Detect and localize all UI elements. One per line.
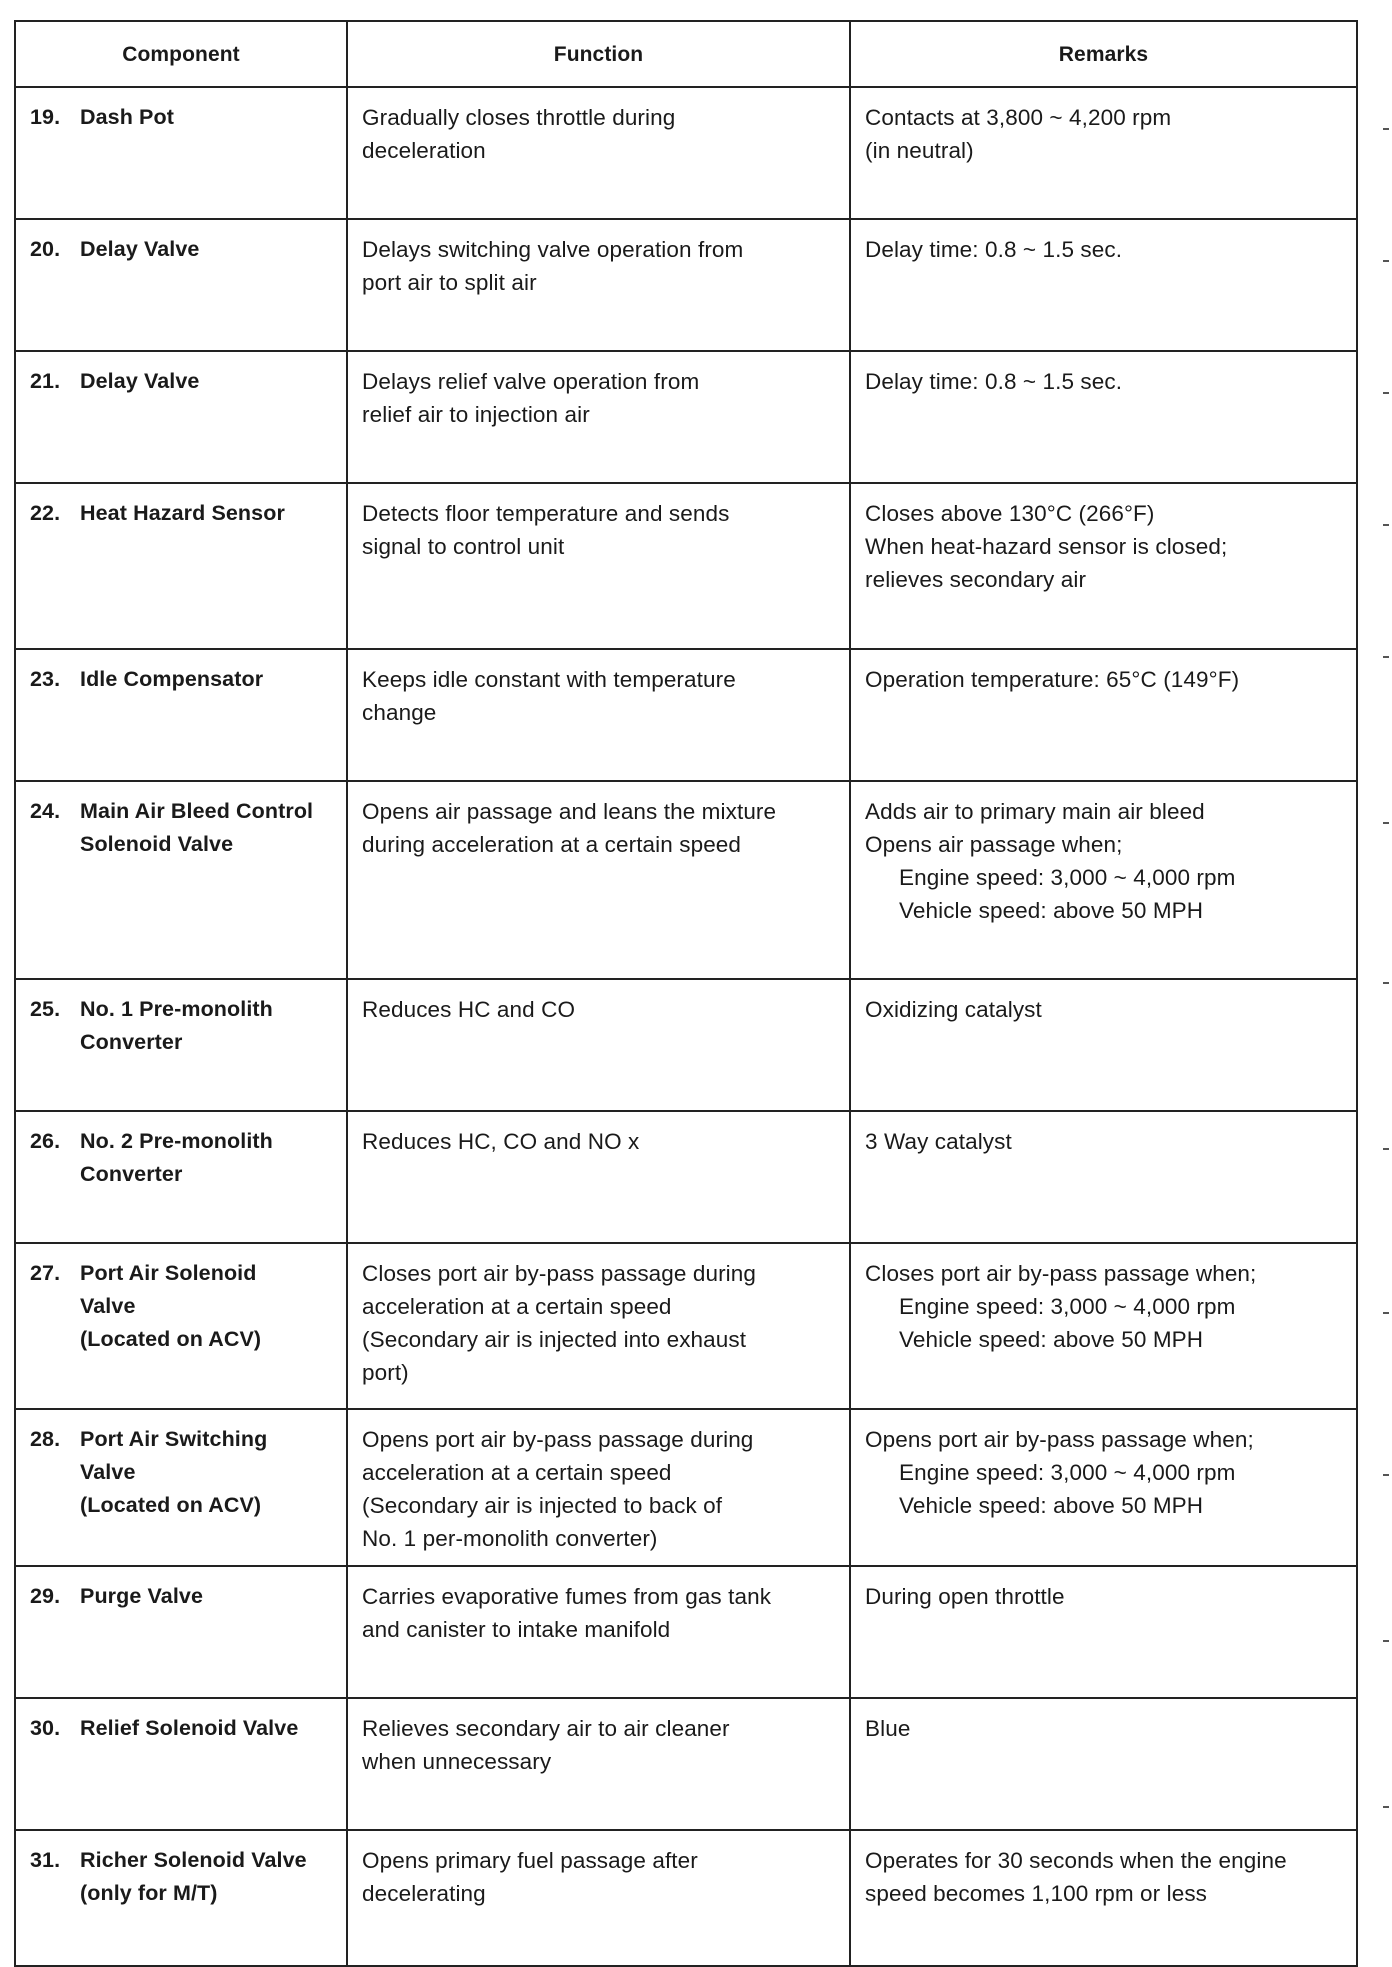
function-line: acceleration at a certain speed: [362, 1460, 672, 1485]
function-line: Delays relief valve operation from: [362, 369, 700, 394]
table-row: [15, 351, 1357, 483]
edge-mark: [1383, 1806, 1389, 1808]
function-line: deceleration: [362, 138, 486, 163]
function-line: Delays switching valve operation from: [362, 237, 744, 262]
component-cell: [15, 219, 347, 351]
table-row: [15, 1698, 1357, 1830]
function-line: Opens air passage and leans the mixture: [362, 799, 777, 824]
function-cell: [347, 1243, 850, 1409]
function-line: signal to control unit: [362, 534, 565, 559]
edge-mark: [1383, 1312, 1389, 1314]
function-line: Reduces HC, CO and NO x: [362, 1129, 640, 1154]
remarks-cell: [850, 483, 1357, 649]
table-row: [15, 483, 1357, 649]
function-line: Closes port air by-pass passage during: [362, 1261, 757, 1286]
component-name-line: Main Air Bleed Control: [80, 799, 314, 823]
component-name-line: Valve: [80, 1294, 136, 1318]
function-cell: [347, 219, 850, 351]
component-cell: [15, 351, 347, 483]
component-name-line: (Located on ACV): [80, 1327, 262, 1351]
header-function: Function: [347, 21, 850, 87]
remarks-line: Contacts at 3,800 ~ 4,200 rpm: [865, 105, 1172, 130]
item-number: 23.: [30, 667, 61, 691]
item-number: 30.: [30, 1716, 61, 1740]
remarks-cell: [850, 219, 1357, 351]
component-name-line: Heat Hazard Sensor: [80, 501, 285, 525]
remarks-line: Vehicle speed: above 50 MPH: [899, 1493, 1204, 1518]
remarks-cell: [850, 1409, 1357, 1566]
function-line: Gradually closes throttle during: [362, 105, 676, 130]
remarks-line: Vehicle speed: above 50 MPH: [899, 898, 1204, 923]
item-number: 20.: [30, 237, 61, 261]
function-cell: [347, 781, 850, 979]
table-row: [15, 979, 1357, 1111]
remarks-cell: [850, 781, 1357, 979]
edge-mark: [1383, 1148, 1389, 1150]
table-row: [15, 1243, 1357, 1409]
remarks-line: 3 Way catalyst: [865, 1129, 1012, 1154]
edge-mark: [1383, 982, 1389, 984]
function-line: port air to split air: [362, 270, 537, 295]
edge-mark: [1383, 392, 1389, 394]
item-number: 25.: [30, 997, 61, 1021]
table-row: [15, 1409, 1357, 1566]
function-cell: [347, 649, 850, 781]
remarks-line: Opens port air by-pass passage when;: [865, 1427, 1254, 1452]
component-cell: [15, 1243, 347, 1409]
component-name-line: Converter: [80, 1162, 183, 1186]
table-header-row: [15, 21, 1357, 87]
function-line: during acceleration at a certain speed: [362, 832, 742, 857]
table-row: [15, 1111, 1357, 1243]
component-cell: [15, 781, 347, 979]
component-name-line: No. 1 Pre-monolith: [80, 997, 273, 1021]
component-name-line: Purge Valve: [80, 1584, 204, 1608]
edge-mark: [1383, 822, 1389, 824]
remarks-line: Vehicle speed: above 50 MPH: [899, 1327, 1204, 1352]
remarks-line: Engine speed: 3,000 ~ 4,000 rpm: [899, 1460, 1236, 1485]
remarks-line: Closes above 130°C (266°F): [865, 501, 1155, 526]
table-row: [15, 781, 1357, 979]
component-name-line: (only for M/T): [80, 1881, 218, 1905]
function-cell: [347, 483, 850, 649]
function-line: acceleration at a certain speed: [362, 1294, 672, 1319]
function-cell: [347, 1409, 850, 1566]
function-line: No. 1 per-monolith converter): [362, 1526, 658, 1551]
function-cell: [347, 1698, 850, 1830]
component-name-line: Delay Valve: [80, 237, 200, 261]
remarks-line: Delay time: 0.8 ~ 1.5 sec.: [865, 369, 1123, 394]
function-line: Opens port air by-pass passage during: [362, 1427, 754, 1452]
remarks-cell: [850, 1830, 1357, 1966]
function-cell: [347, 351, 850, 483]
item-number: 27.: [30, 1261, 61, 1285]
remarks-line: Delay time: 0.8 ~ 1.5 sec.: [865, 237, 1123, 262]
remarks-cell: [850, 1698, 1357, 1830]
remarks-cell: [850, 87, 1357, 219]
function-line: Carries evaporative fumes from gas tank: [362, 1584, 772, 1609]
remarks-cell: [850, 1243, 1357, 1409]
remarks-line: When heat-hazard sensor is closed;: [865, 534, 1228, 559]
edge-mark: [1383, 260, 1389, 262]
header-component: Component: [15, 21, 347, 87]
function-line: Detects floor temperature and sends: [362, 501, 730, 526]
table-row: [15, 87, 1357, 219]
item-number: 31.: [30, 1848, 61, 1872]
remarks-cell: [850, 1111, 1357, 1243]
remarks-line: Engine speed: 3,000 ~ 4,000 rpm: [899, 865, 1236, 890]
component-cell: [15, 1566, 347, 1698]
function-cell: [347, 1830, 850, 1966]
function-line: Reduces HC and CO: [362, 997, 576, 1022]
component-cell: [15, 1409, 347, 1566]
table-row: [15, 1830, 1357, 1966]
component-name-line: Dash Pot: [80, 105, 174, 129]
remarks-line: Blue: [865, 1716, 911, 1741]
component-cell: [15, 1111, 347, 1243]
item-number: 24.: [30, 799, 61, 823]
header-remarks: Remarks: [850, 21, 1357, 87]
item-number: 29.: [30, 1584, 61, 1608]
remarks-cell: [850, 1566, 1357, 1698]
component-cell: [15, 87, 347, 219]
component-name-line: No. 2 Pre-monolith: [80, 1129, 273, 1153]
component-cell: [15, 979, 347, 1111]
item-number: 28.: [30, 1427, 61, 1451]
table-row: [15, 649, 1357, 781]
table-body: [15, 87, 1357, 1966]
component-name-line: Solenoid Valve: [80, 832, 234, 856]
remarks-cell: [850, 979, 1357, 1111]
remarks-line: Operation temperature: 65°C (149°F): [865, 667, 1240, 692]
component-cell: [15, 483, 347, 649]
remarks-line: Opens air passage when;: [865, 832, 1123, 857]
function-line: (Secondary air is injected to back of: [362, 1493, 723, 1518]
remarks-cell: [850, 649, 1357, 781]
component-name-line: Idle Compensator: [80, 667, 264, 691]
function-line: port): [362, 1360, 409, 1385]
edge-mark: [1383, 656, 1389, 658]
component-name-line: Valve: [80, 1460, 136, 1484]
function-line: Opens primary fuel passage after: [362, 1848, 698, 1873]
edge-mark: [1383, 1474, 1389, 1476]
component-name-line: Port Air Solenoid: [80, 1261, 257, 1285]
component-cell: [15, 649, 347, 781]
function-line: decelerating: [362, 1881, 486, 1906]
remarks-line: (in neutral): [865, 138, 974, 163]
function-line: when unnecessary: [362, 1749, 552, 1774]
component-name-line: Converter: [80, 1030, 183, 1054]
remarks-line: During open throttle: [865, 1584, 1065, 1609]
item-number: 26.: [30, 1129, 61, 1153]
component-name-line: Relief Solenoid Valve: [80, 1716, 299, 1740]
component-name-line: Port Air Switching: [80, 1427, 268, 1451]
remarks-line: Adds air to primary main air bleed: [865, 799, 1205, 824]
function-line: Keeps idle constant with temperature: [362, 667, 736, 692]
component-name-line: Delay Valve: [80, 369, 200, 393]
remarks-line: relieves secondary air: [865, 567, 1087, 592]
remarks-line: Oxidizing catalyst: [865, 997, 1042, 1022]
function-line: change: [362, 700, 437, 725]
edge-mark: [1383, 524, 1389, 526]
component-table: [14, 20, 1358, 1967]
function-cell: [347, 1566, 850, 1698]
remarks-line: speed becomes 1,100 rpm or less: [865, 1881, 1208, 1906]
remarks-line: Closes port air by-pass passage when;: [865, 1261, 1257, 1286]
table-row: [15, 219, 1357, 351]
remarks-line: Operates for 30 seconds when the engine: [865, 1848, 1287, 1873]
function-line: (Secondary air is injected into exhaust: [362, 1327, 747, 1352]
function-cell: [347, 1111, 850, 1243]
function-line: and canister to intake manifold: [362, 1617, 671, 1642]
function-line: relief air to injection air: [362, 402, 590, 427]
component-cell: [15, 1830, 347, 1966]
remarks-line: Engine speed: 3,000 ~ 4,000 rpm: [899, 1294, 1236, 1319]
component-name-line: Richer Solenoid Valve: [80, 1848, 307, 1872]
item-number: 22.: [30, 501, 61, 525]
item-number: 21.: [30, 369, 61, 393]
function-cell: [347, 87, 850, 219]
component-cell: [15, 1698, 347, 1830]
edge-mark: [1383, 128, 1389, 130]
remarks-cell: [850, 351, 1357, 483]
function-cell: [347, 979, 850, 1111]
function-line: Relieves secondary air to air cleaner: [362, 1716, 730, 1741]
edge-mark: [1383, 1640, 1389, 1642]
item-number: 19.: [30, 105, 61, 129]
component-name-line: (Located on ACV): [80, 1493, 262, 1517]
table-row: [15, 1566, 1357, 1698]
